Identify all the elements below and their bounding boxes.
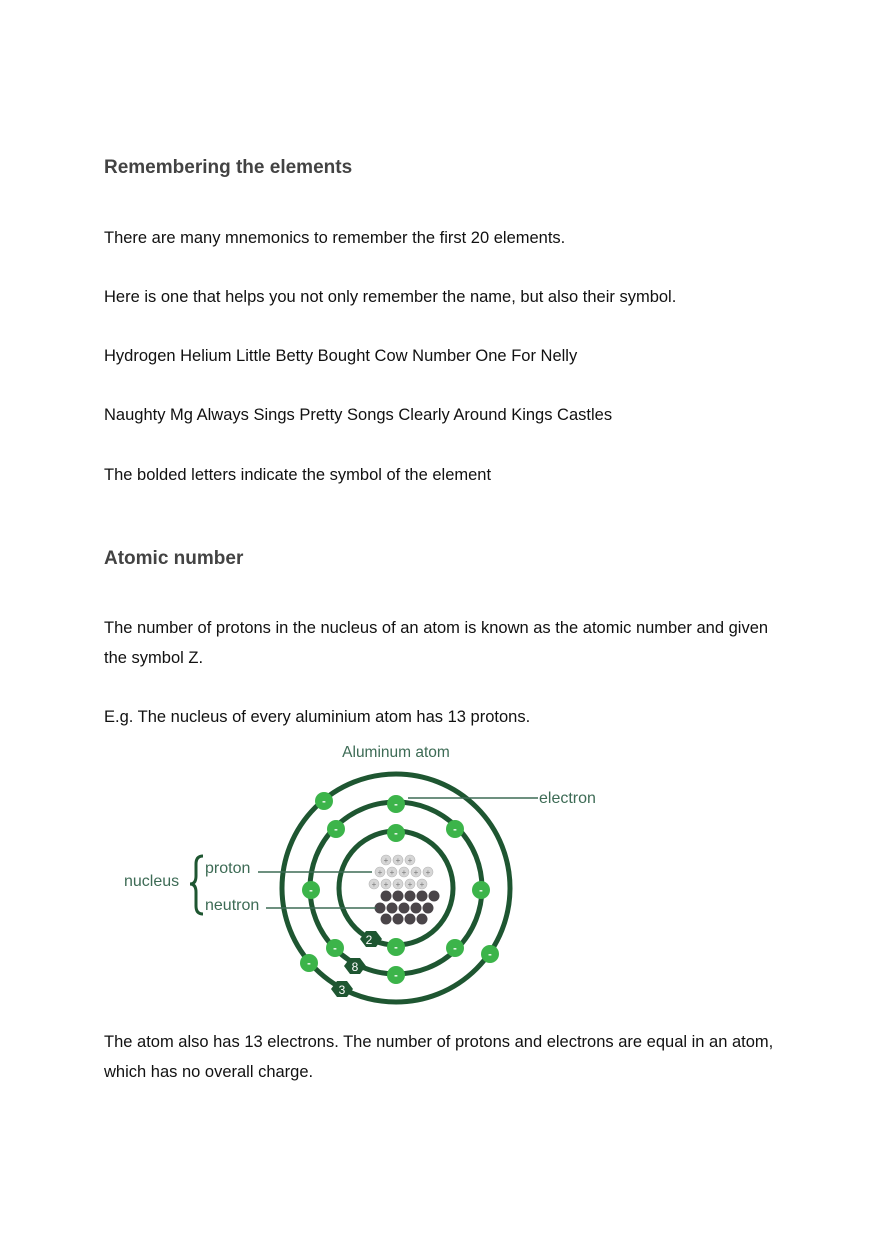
neutron-particle [375,903,386,914]
proton-particle [369,879,379,889]
electron-particle [327,820,345,838]
proton-particle [405,879,415,889]
svg-text:+: + [401,868,407,877]
proton-particle [393,879,403,889]
electron-particle [481,945,499,963]
neutron-particle [429,891,440,902]
svg-text:+: + [395,880,401,889]
electron-particle [387,938,405,956]
svg-text:+: + [383,880,389,889]
svg-text:+: + [413,868,419,877]
svg-text:+: + [425,868,431,877]
label-nucleus: nucleus [124,873,180,890]
proton-particle [405,855,415,865]
proton-particle [399,867,409,877]
proton-particle [375,867,385,877]
paragraph-electrons-balance: The atom also has 13 electrons. The number of protons and electrons are equal in an atom, which has no overall charge. [104,1033,774,1081]
electron-particle [302,881,320,899]
electron-particle [387,966,405,984]
aluminum-atom-diagram [110,736,630,1016]
proton-particle [411,867,421,877]
svg-text:+: + [377,868,383,877]
proton-particle [423,867,433,877]
paragraph-mnemonic-line-2: Naughty Mg Always Sings Pretty Songs Clearly Around Kings Castles [104,406,613,424]
electron-particle [300,954,318,972]
svg-text:-: - [394,827,398,840]
electron-particle [326,939,344,957]
svg-text:-: - [394,798,398,811]
electron-particle [387,824,405,842]
svg-text:+: + [407,880,413,889]
svg-text:-: - [333,942,337,955]
neutron-particle [417,914,428,925]
label-proton: proton [205,860,251,877]
neutron-particle [381,914,392,925]
svg-text:+: + [407,856,413,865]
nucleus-neutrons [375,891,440,925]
svg-text:+: + [419,880,425,889]
svg-text:-: - [309,884,313,897]
electron-particle [315,792,333,810]
paragraph-bolded-letters-note: The bolded letters indicate the symbol of the element [104,466,492,484]
svg-text:8: 8 [351,960,359,974]
label-electron: electron [539,790,596,807]
svg-text:+: + [389,868,395,877]
proton-particle [381,879,391,889]
electron-particle [446,939,464,957]
paragraph-aluminium-example: E.g. The nucleus of every aluminium atom has 13 protons. [104,708,531,726]
electron-particle [472,881,490,899]
proton-particle [381,855,391,865]
svg-text:-: - [394,969,398,982]
neutron-particle [399,903,410,914]
neutron-particle [393,891,404,902]
heading-remembering-elements: Remembering the elements [104,157,353,178]
paragraph-mnemonic-description: Here is one that helps you not only remember the name, but also their symbol. [104,288,677,306]
nucleus-brace [190,856,203,914]
svg-text:-: - [334,823,338,836]
svg-text:-: - [479,884,483,897]
svg-text:-: - [394,941,398,954]
neutron-particle [423,903,434,914]
heading-atomic-number: Atomic number [104,548,244,569]
svg-text:-: - [453,823,457,836]
figure-title: Aluminum atom [342,744,450,761]
svg-text:+: + [395,856,401,865]
svg-text:3: 3 [338,983,346,997]
neutron-particle [387,903,398,914]
paragraph-mnemonics-intro: There are many mnemonics to remember the first 20 elements. [104,229,566,247]
label-neutron: neutron [205,897,260,914]
paragraph-atomic-number-definition: The number of protons in the nucleus of an atom is known as the atomic number and given the symbol Z. [104,619,769,667]
neutron-particle [405,914,416,925]
neutron-particle [411,903,422,914]
electron-particle [387,795,405,813]
nucleus-protons [369,855,433,889]
neutron-particle [393,914,404,925]
svg-text:+: + [383,856,389,865]
proton-particle [387,867,397,877]
svg-text:-: - [488,948,492,961]
electron-particle [446,820,464,838]
svg-text:-: - [322,795,326,808]
neutron-particle [381,891,392,902]
svg-text:+: + [371,880,377,889]
proton-particle [393,855,403,865]
svg-text:-: - [453,942,457,955]
svg-text:2: 2 [365,933,373,947]
neutron-particle [405,891,416,902]
svg-text:-: - [307,957,311,970]
paragraph-mnemonic-line-1: Hydrogen Helium Little Betty Bought Cow Number One For Nelly [104,347,578,365]
proton-particle [417,879,427,889]
neutron-particle [417,891,428,902]
